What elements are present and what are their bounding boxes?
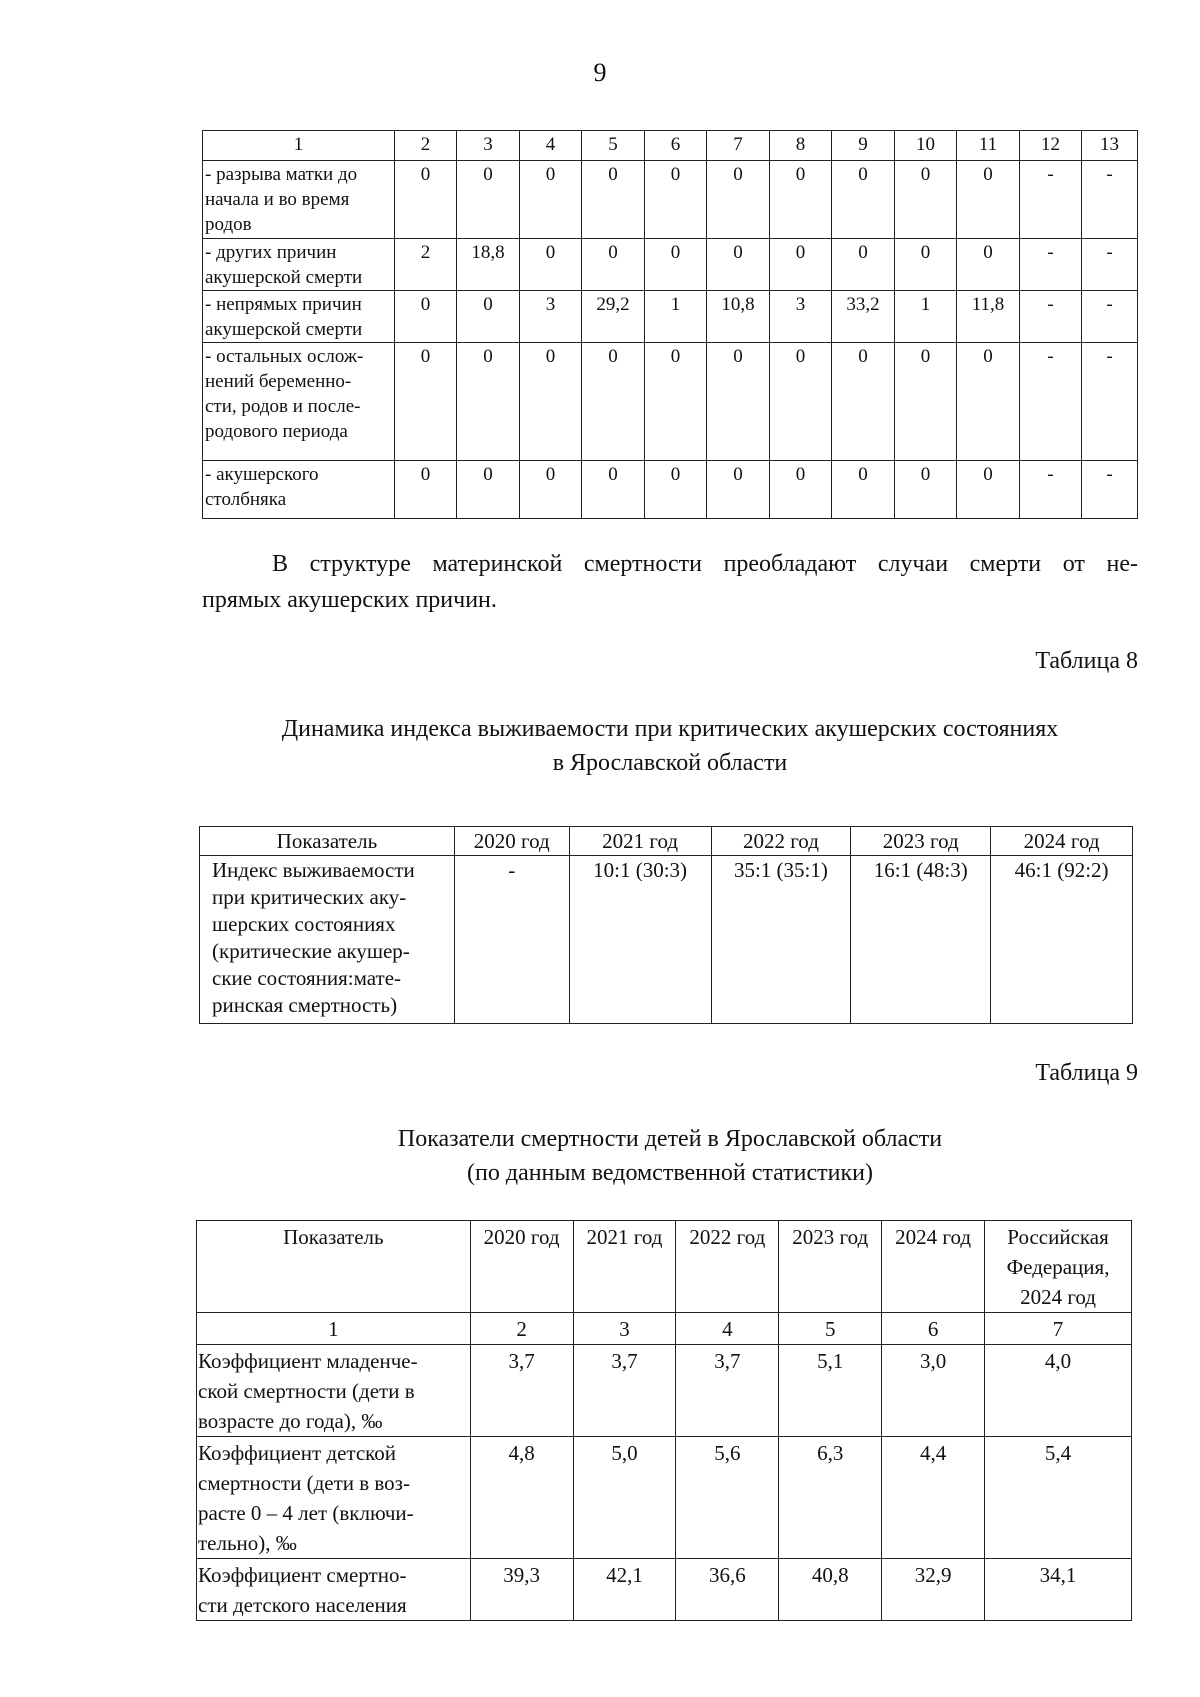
body-paragraph xyxy=(202,546,1138,618)
table-cell: 0 xyxy=(520,461,582,519)
table-row xyxy=(197,1437,1132,1559)
table-cell: - xyxy=(1020,343,1082,461)
table-cell: 0 xyxy=(895,343,957,461)
row-label: Индекс выживаемости при критических аку- шерских состояниях (критические акушер- ские состояния:мате- ринская смертность) xyxy=(200,856,455,1024)
table-cell: 0 xyxy=(582,461,645,519)
row-label: - других причин акушерской смерти xyxy=(203,239,395,291)
table-cell: 3,7 xyxy=(676,1345,779,1437)
row-label: - акушерского столбняка xyxy=(203,461,395,519)
table-cell: 18,8 xyxy=(457,239,520,291)
column-number: 2 xyxy=(395,131,457,161)
table-header-row xyxy=(197,1221,1132,1313)
paragraph-line: прямых акушерских причин. xyxy=(202,587,497,613)
column-number: 6 xyxy=(645,131,707,161)
table-cell: 16:1 (48:3) xyxy=(851,856,991,1024)
table-cell: 39,3 xyxy=(470,1559,573,1621)
column-number: 7 xyxy=(707,131,770,161)
column-number-row xyxy=(197,1313,1132,1345)
row-label: - непрямых причин акушерской смерти xyxy=(203,291,395,343)
table-cell: 0 xyxy=(770,343,832,461)
table-cell: 0 xyxy=(395,161,457,239)
table-cell: 3 xyxy=(770,291,832,343)
table-cell: - xyxy=(1082,343,1138,461)
table-cell: 10:1 (30:3) xyxy=(569,856,711,1024)
table-cell: 0 xyxy=(645,161,707,239)
column-header: Показатель xyxy=(197,1221,471,1313)
column-number: 10 xyxy=(895,131,957,161)
table-cell: 5,0 xyxy=(573,1437,676,1559)
table-cell: - xyxy=(1020,239,1082,291)
column-number: 8 xyxy=(770,131,832,161)
table-cell: - xyxy=(1020,161,1082,239)
column-number: 4 xyxy=(676,1313,779,1345)
table-cell: 0 xyxy=(895,461,957,519)
table-cell: 0 xyxy=(520,161,582,239)
table-cell: 0 xyxy=(707,343,770,461)
column-header: 2022 год xyxy=(711,827,851,856)
column-number: 13 xyxy=(1082,131,1138,161)
table-cell: 4,8 xyxy=(470,1437,573,1559)
table-cell: - xyxy=(1020,291,1082,343)
table-cell: 0 xyxy=(457,461,520,519)
table-cell: 3,0 xyxy=(882,1345,985,1437)
table-cell: 46:1 (92:2) xyxy=(991,856,1133,1024)
column-number: 11 xyxy=(957,131,1020,161)
table-cell: - xyxy=(1082,161,1138,239)
column-number: 7 xyxy=(985,1313,1132,1345)
table-cell: 0 xyxy=(707,161,770,239)
column-header: 2024 год xyxy=(882,1221,985,1313)
table-cell: 0 xyxy=(770,161,832,239)
table-cell: - xyxy=(1082,239,1138,291)
column-header: 2022 год xyxy=(676,1221,779,1313)
table-cell: 0 xyxy=(582,239,645,291)
table-number: Таблица 8 xyxy=(1035,648,1138,674)
table-cell: 0 xyxy=(395,291,457,343)
table-row xyxy=(203,343,1138,461)
table-cell: 0 xyxy=(895,239,957,291)
table-cell: 32,9 xyxy=(882,1559,985,1621)
table-header-row xyxy=(200,827,1133,856)
table-title: Показатели смертности детей в Ярославской области (по данным ведомственной статистики) xyxy=(397,1126,943,1186)
table-row xyxy=(200,856,1133,1024)
column-header: 2024 год xyxy=(991,827,1133,856)
table-cell: 0 xyxy=(832,461,895,519)
column-number: 3 xyxy=(573,1313,676,1345)
table-cell: 0 xyxy=(832,343,895,461)
table-cell: 0 xyxy=(770,461,832,519)
table-cell: 0 xyxy=(707,239,770,291)
row-label: Коэффициент детской смертности (дети в воз- расте 0 – 4 лет (включи- тельно), ‰ xyxy=(197,1437,471,1559)
column-header: 2021 год xyxy=(573,1221,676,1313)
table-cell: 0 xyxy=(395,461,457,519)
table-cell: 0 xyxy=(645,343,707,461)
table-cell: 34,1 xyxy=(985,1559,1132,1621)
column-header: Российская Федерация, 2024 год xyxy=(985,1221,1132,1313)
table-cell: 0 xyxy=(770,239,832,291)
column-number: 9 xyxy=(832,131,895,161)
row-label: - разрыва матки до начала и во время родов xyxy=(203,161,395,239)
table-cell: 40,8 xyxy=(779,1559,882,1621)
table-cell: 3,7 xyxy=(470,1345,573,1437)
column-number: 1 xyxy=(203,131,395,161)
table-cell: 42,1 xyxy=(573,1559,676,1621)
table-cell: 35:1 (35:1) xyxy=(711,856,851,1024)
table-row xyxy=(203,239,1138,291)
table-cell: 0 xyxy=(895,161,957,239)
survival-index-table xyxy=(199,826,1133,1024)
table-cell: 3,7 xyxy=(573,1345,676,1437)
column-number: 2 xyxy=(470,1313,573,1345)
table-cell: - xyxy=(1020,461,1082,519)
table-row xyxy=(203,461,1138,519)
table-cell: 2 xyxy=(395,239,457,291)
table-cell: 0 xyxy=(832,239,895,291)
table-cell: 1 xyxy=(895,291,957,343)
table-cell: 5,4 xyxy=(985,1437,1132,1559)
table-cell: 33,2 xyxy=(832,291,895,343)
row-label: Коэффициент смертно- сти детского населения xyxy=(197,1559,471,1621)
paragraph-line: В структуре материнской смертности преобладают случаи смерти от не- xyxy=(272,551,1138,577)
table-cell: 5,1 xyxy=(779,1345,882,1437)
table-cell: 0 xyxy=(457,343,520,461)
maternal-mortality-table-continuation xyxy=(202,130,1138,519)
table-cell: 4,4 xyxy=(882,1437,985,1559)
table-cell: 0 xyxy=(957,239,1020,291)
row-label: - остальных ослож- нений беременно- сти, родов и после- родового периода xyxy=(203,343,395,461)
table-row xyxy=(197,1345,1132,1437)
table-row xyxy=(197,1559,1132,1621)
table-cell: 5,6 xyxy=(676,1437,779,1559)
table-cell: 0 xyxy=(707,461,770,519)
table-cell: 11,8 xyxy=(957,291,1020,343)
table-cell: - xyxy=(1082,291,1138,343)
table-cell: 0 xyxy=(457,161,520,239)
table-cell: - xyxy=(454,856,569,1024)
row-label: Коэффициент младенче- ской смертности (дети в возрасте до года), ‰ xyxy=(197,1345,471,1437)
table-cell: 0 xyxy=(957,461,1020,519)
column-number: 12 xyxy=(1020,131,1082,161)
table-cell: 6,3 xyxy=(779,1437,882,1559)
table-cell: 0 xyxy=(582,343,645,461)
table-row xyxy=(203,291,1138,343)
table-cell: 36,6 xyxy=(676,1559,779,1621)
column-header: Показатель xyxy=(200,827,455,856)
column-number: 5 xyxy=(779,1313,882,1345)
page-number: 9 xyxy=(593,58,607,87)
table-cell: 0 xyxy=(645,461,707,519)
table-title: Динамика индекса выживаемости при критических акушерских состояниях в Ярославской области xyxy=(281,716,1059,776)
table-cell: 0 xyxy=(520,239,582,291)
table-number: Таблица 9 xyxy=(1035,1060,1138,1086)
column-number: 5 xyxy=(582,131,645,161)
table-cell: 0 xyxy=(957,161,1020,239)
table-cell: 0 xyxy=(520,343,582,461)
table-cell: 0 xyxy=(395,343,457,461)
table-cell: 0 xyxy=(645,239,707,291)
table-cell: 29,2 xyxy=(582,291,645,343)
table-cell: 1 xyxy=(645,291,707,343)
column-header: 2020 год xyxy=(454,827,569,856)
child-mortality-table xyxy=(196,1220,1132,1621)
table-cell: 0 xyxy=(582,161,645,239)
table-row xyxy=(203,161,1138,239)
column-header: 2021 год xyxy=(569,827,711,856)
column-header: 2020 год xyxy=(470,1221,573,1313)
table-cell: 10,8 xyxy=(707,291,770,343)
table-cell: 0 xyxy=(832,161,895,239)
column-header: 2023 год xyxy=(851,827,991,856)
table-cell: 0 xyxy=(457,291,520,343)
table-header-row xyxy=(203,131,1138,161)
column-number: 1 xyxy=(197,1313,471,1345)
column-header: 2023 год xyxy=(779,1221,882,1313)
table-cell: 4,0 xyxy=(985,1345,1132,1437)
table-cell: 0 xyxy=(957,343,1020,461)
table-cell: - xyxy=(1082,461,1138,519)
column-number: 6 xyxy=(882,1313,985,1345)
column-number: 4 xyxy=(520,131,582,161)
column-number: 3 xyxy=(457,131,520,161)
table-cell: 3 xyxy=(520,291,582,343)
